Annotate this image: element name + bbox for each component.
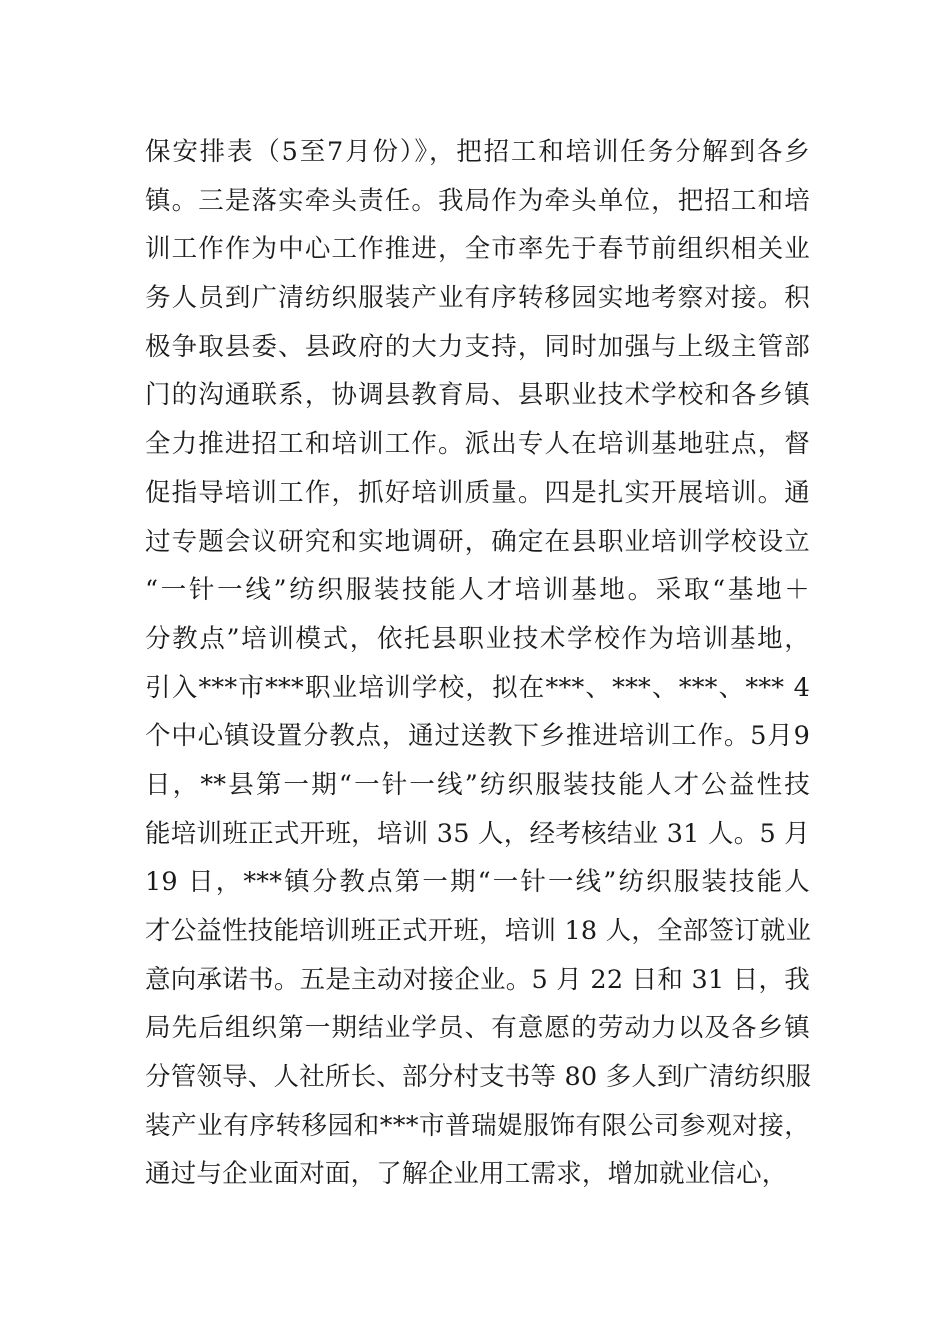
text-line: 极争取县委、县政府的大力支持，同时加强与上级主管部 (145, 331, 810, 362)
text-line: 全力推进招工和培训工作。派出专人在培训基地驻点，督 (145, 429, 810, 460)
text-line: 局先后组织第一期结业学员、有意愿的劳动力以及各乡镇 (145, 1013, 810, 1044)
text-line: 通过与企业面对面，了解企业用工需求，增加就业信心， (145, 1159, 788, 1190)
text-line: 分管领导、人社所长、部分村支书等 80 多人到广清纺织服 (145, 1062, 812, 1093)
text-line: 引入***市***职业培训学校，拟在***、***、***、*** 4 (145, 672, 810, 703)
text-line: 保安排表（5至7月份）》，把招工和培训任务分解到各乡 (145, 137, 810, 167)
text-line: 门的沟通联系，协调县教育局、县职业技术学校和各乡镇 (145, 380, 810, 411)
text-line: 镇。三是落实牵头责任。我局作为牵头单位，把招工和培 (145, 185, 810, 216)
text-line: 装产业有序转移园和***市普瑞媞服饰有限公司参观对接， (145, 1110, 810, 1141)
body-paragraph (145, 128, 810, 1199)
text-line: 务人员到广清纺织服装产业有序转移园实地考察对接。积 (145, 283, 810, 314)
text-line: 能培训班正式开班，培训 35 人，经考核结业 31 人。5 月 (145, 818, 810, 849)
text-line: 日，**县第一期“一针一线”纺织服装技能人才公益性技 (145, 769, 810, 800)
text-line: 意向承诺书。五是主动对接企业。5 月 22 日和 31 日，我 (145, 964, 810, 995)
text-line: 个中心镇设置分教点，通过送教下乡推进培训工作。5月9 (145, 721, 810, 752)
text-line: 分教点”培训模式，依托县职业技术学校作为培训基地， (145, 623, 810, 654)
text-line: 19 日，***镇分教点第一期“一针一线”纺织服装技能人 (145, 867, 810, 898)
text-line: 促指导培训工作，抓好培训质量。四是扎实开展培训。通 (145, 477, 810, 508)
text-line: “一针一线”纺织服装技能人才培训基地。采取“基地＋ (145, 575, 810, 606)
text-line: 过专题会议研究和实地调研，确定在县职业培训学校设立 (145, 526, 810, 557)
text-line: 训工作作为中心工作推进，全市率先于春节前组织相关业 (145, 234, 810, 265)
text-line: 才公益性技能培训班正式开班，培训 18 人，全部签订就业 (145, 916, 812, 946)
